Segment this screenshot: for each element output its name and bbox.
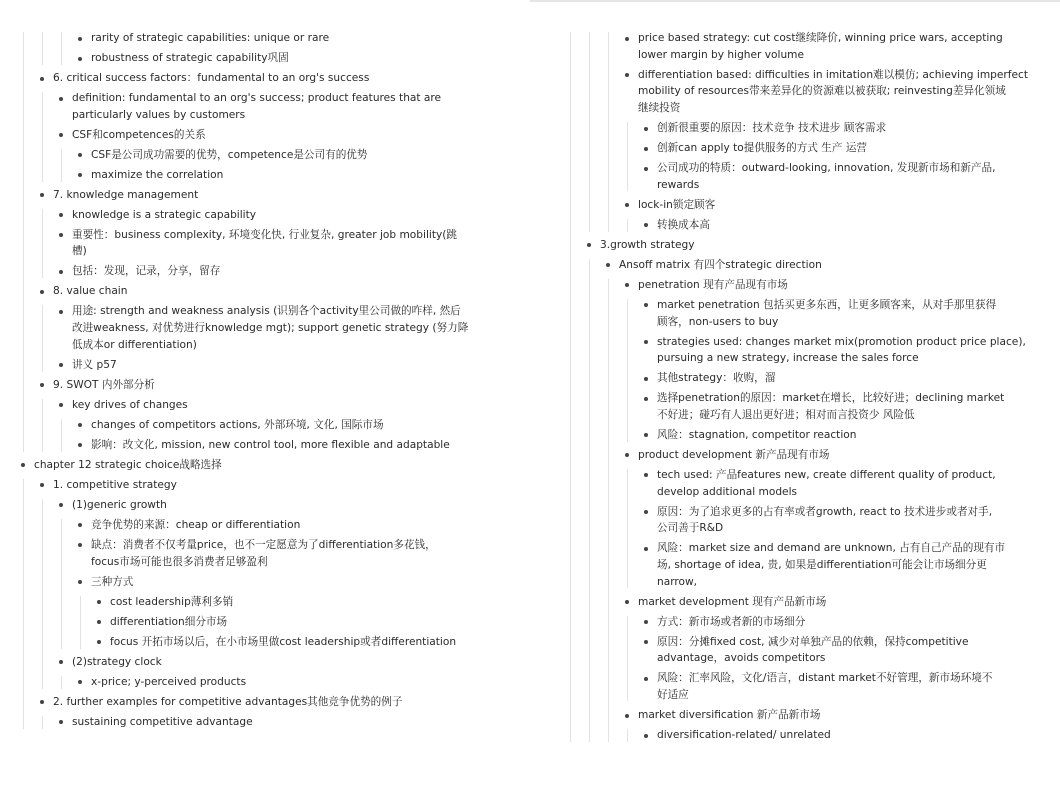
bullet-icon	[644, 620, 648, 624]
list-item-text: 创新can apply to提供服务的方式 生产 运营	[657, 142, 868, 155]
list-item	[14, 70, 534, 87]
list-item	[561, 30, 1041, 63]
list-item-text: 原因：为了追求更多的占有率或者growth, react to 技术进步或者对手, 公司善于R&D	[657, 505, 993, 535]
list-item-text: 原因：分摊fixed cost, 减少对单独产品的依赖，保持competitive advantage，avoids competitors	[657, 635, 969, 665]
list-item-text: diversification-related/ unrelated	[657, 729, 831, 742]
list-item-text: penetration 现有产品现有市场	[638, 278, 788, 291]
bullet-icon	[644, 340, 648, 344]
list-item-text: cost leadership薄利多销	[110, 595, 234, 608]
indent-guide	[589, 259, 590, 742]
list-item	[14, 127, 534, 144]
bullet-icon	[644, 377, 648, 381]
list-item	[561, 120, 1041, 137]
list-item	[561, 67, 1041, 117]
bullet-icon	[59, 270, 63, 274]
list-item	[561, 707, 1041, 724]
list-item	[14, 634, 534, 651]
top-border	[530, 0, 1060, 2]
notes-column-right	[561, 30, 1041, 747]
bullet-icon	[587, 243, 591, 247]
list-item	[14, 594, 534, 611]
list-item	[561, 370, 1041, 387]
list-item-text: rarity of strategic capabilities: unique or rare	[91, 32, 330, 44]
bullet-icon	[644, 734, 648, 738]
list-item-text: maximize the correlation	[91, 168, 224, 181]
bullet-icon	[59, 97, 63, 101]
bullet-icon	[625, 714, 629, 718]
list-item	[14, 397, 534, 414]
list-item	[14, 694, 534, 711]
indent-guide	[42, 399, 43, 452]
list-item-text: 9. SWOT 内外部分析	[53, 378, 155, 391]
list-item-text: 方式：新市场或者新的市场细分	[657, 615, 806, 628]
list-item	[14, 50, 534, 67]
list-item-text: 3.growth strategy	[600, 238, 695, 251]
list-item-text: 创新很重要的原因：技术竞争 技术进步 顾客需求	[657, 122, 887, 135]
list-item-text: knowledge is a strategic capability	[72, 208, 257, 221]
bullet-icon	[78, 443, 82, 447]
bullet-icon	[644, 127, 648, 131]
list-item	[14, 263, 534, 280]
bullet-icon	[644, 223, 648, 227]
indent-guide	[42, 209, 43, 278]
list-item-text: differentiation细分市场	[110, 615, 228, 628]
bullet-icon	[78, 153, 82, 157]
indent-guide	[42, 92, 43, 182]
bullet-icon	[97, 620, 101, 624]
list-item-text: CSF和competences的关系	[72, 128, 206, 141]
indent-guide	[61, 149, 62, 182]
bullet-icon	[78, 543, 82, 547]
bullet-icon	[78, 680, 82, 684]
list-item-text: 转换成本高	[657, 218, 710, 231]
list-item	[561, 427, 1041, 444]
list-item	[561, 504, 1041, 537]
bullet-icon	[59, 403, 63, 407]
indent-guide	[608, 279, 609, 742]
list-item	[14, 207, 534, 224]
list-item-text: 7. knowledge management	[53, 188, 199, 201]
list-item-text: price based strategy: cut cost继续降价, winning price wars, accepting lower margin by higher volume	[638, 32, 1003, 61]
bullet-icon	[644, 303, 648, 307]
list-item-text: 影响：改文化, mission, new control tool, more flexible and adaptable	[91, 438, 450, 451]
bullet-icon	[78, 523, 82, 527]
notes-column-left	[14, 30, 534, 734]
list-item	[561, 390, 1041, 423]
list-item-text: 1. competitive strategy	[53, 478, 177, 491]
list-item	[561, 334, 1041, 367]
bullet-icon	[59, 363, 63, 367]
bullet-icon	[644, 510, 648, 514]
list-item	[14, 497, 534, 514]
bullet-icon	[59, 660, 63, 664]
bullet-icon	[644, 547, 648, 551]
list-item	[561, 217, 1041, 234]
list-item	[561, 540, 1041, 590]
indent-guide	[608, 32, 609, 232]
list-item	[14, 654, 534, 671]
list-item	[561, 634, 1041, 667]
bullet-icon	[644, 167, 648, 171]
list-item	[14, 90, 534, 123]
list-item-text: product development 新产品现有市场	[638, 448, 830, 461]
bullet-icon	[625, 453, 629, 457]
indent-guide	[61, 519, 62, 649]
list-item-text: definition: fundamental to an org's success; product features that are particularly values by customers	[72, 92, 442, 121]
bullet-icon	[625, 37, 629, 41]
list-item	[14, 517, 534, 534]
indent-guide	[61, 32, 62, 65]
list-item-text: x-price; y-perceived products	[91, 675, 247, 688]
bullet-icon	[644, 473, 648, 477]
list-item	[14, 477, 534, 494]
list-item	[14, 614, 534, 631]
list-item-text: focus 开拓市场以后，在小市场里做cost leadership或者differentiation	[110, 635, 457, 648]
bullet-icon	[59, 503, 63, 507]
bullet-icon	[78, 57, 82, 61]
indent-guide	[23, 479, 24, 729]
bullet-icon	[40, 193, 44, 197]
list-item	[14, 227, 534, 260]
list-item-text: (1)generic growth	[72, 498, 167, 511]
list-item	[14, 357, 534, 374]
list-item	[561, 160, 1041, 193]
list-item	[561, 614, 1041, 631]
bullet-icon	[40, 383, 44, 387]
list-item	[14, 437, 534, 454]
list-item-text: Ansoff matrix 有四个strategic direction	[619, 258, 822, 271]
bullet-icon	[625, 283, 629, 287]
bullet-icon	[59, 213, 63, 217]
bullet-icon	[59, 233, 63, 237]
bullet-icon	[78, 173, 82, 177]
indent-guide	[589, 32, 590, 232]
list-item	[561, 727, 1041, 744]
indent-guide	[627, 299, 628, 442]
list-item-text: 用途: strength and weakness analysis (识别各个activity里公司做的咋样, 然后 改进weakness, 对优势进行knowledge mgt); support genetic strategy (努力降 低成本or differentiation)	[72, 305, 469, 351]
list-item	[14, 457, 534, 474]
indent-guide	[42, 32, 43, 65]
indent-guide	[42, 499, 43, 689]
bullet-icon	[606, 263, 610, 267]
list-item-text: 风险：汇率风险，文化/语言，distant market不好管理，新市场环境不 好适应	[657, 672, 993, 702]
list-item	[14, 303, 534, 353]
list-item	[561, 277, 1041, 294]
list-item	[14, 147, 534, 164]
list-item	[561, 140, 1041, 157]
list-item-text: sustaining competitive advantage	[72, 715, 253, 728]
bullet-icon	[644, 147, 648, 151]
bullet-icon	[644, 640, 648, 644]
list-item	[561, 594, 1041, 611]
bullet-icon	[59, 133, 63, 137]
list-item	[14, 187, 534, 204]
list-item	[14, 714, 534, 731]
list-item-text: 包括：发现，记录，分享，留存	[72, 265, 221, 278]
list-item	[561, 197, 1041, 214]
bullet-icon	[625, 600, 629, 604]
bullet-icon	[644, 433, 648, 437]
bullet-icon	[40, 483, 44, 487]
list-item	[561, 447, 1041, 464]
list-item-text: tech used: 产品features new, create different quality of product, develop additional models	[657, 468, 996, 498]
indent-guide	[42, 716, 43, 729]
list-item	[14, 167, 534, 184]
list-item-text: 风险：market size and demand are unknown, 占有自己产品的现有市 场, shortage of idea, 贵, 如果是differentiation可能会让市场细分更 narrow,	[657, 542, 1006, 588]
list-item	[14, 674, 534, 691]
list-item-text: 其他strategy：收购，溜	[657, 372, 776, 385]
list-item	[561, 467, 1041, 500]
indent-guide	[570, 32, 571, 742]
list-item-text: changes of competitors actions, 外部环境, 文化, 国际市场	[91, 418, 384, 431]
list-item	[14, 283, 534, 300]
list-item-text: 8. value chain	[53, 285, 128, 298]
list-item-text: chapter 12 strategic choice战略选择	[34, 458, 222, 471]
bullet-icon	[21, 463, 25, 467]
list-item-text: 讲义 p57	[72, 358, 117, 371]
indent-guide	[627, 219, 628, 232]
list-item-text: 公司成功的特质：outward-looking, innovation, 发现新市场和新产品, rewards	[657, 162, 996, 191]
list-item-text: strategies used: changes market mix(promotion product price place), pursuing a new strategy, increase the sales force	[657, 335, 1026, 365]
list-item-text: market penetration 包括买更多东西，让更多顾客来，从对手那里获得 顾客，non-users to buy	[657, 298, 997, 328]
list-item	[14, 377, 534, 394]
indent-guide	[61, 419, 62, 452]
list-item-text: lock-in锁定顾客	[638, 198, 716, 211]
list-item-text: CSF是公司成功需要的优势，competence是公司有的优势	[91, 148, 368, 161]
indent-guide	[42, 305, 43, 372]
indent-guide	[23, 32, 24, 452]
bullet-icon	[78, 580, 82, 584]
list-item-text: 风险：stagnation, competitor reaction	[657, 428, 857, 441]
list-item-text: key drives of changes	[72, 398, 188, 411]
list-item-text: 6. critical success factors：fundamental to an org's success	[53, 72, 370, 84]
indent-guide	[627, 122, 628, 191]
list-item-text: (2)strategy clock	[72, 655, 162, 668]
list-item-text: 缺点：消费者不仅考量price，也不一定愿意为了differentiation多花钱， focus市场可能也很多消费者足够盈利	[91, 538, 436, 568]
list-item-text: 选择penetration的原因：market在增长，比较好进；declining market 不好进；碰巧有人退出更好进；相对而言投资少 风险低	[657, 392, 1005, 421]
bullet-icon	[78, 423, 82, 427]
list-item	[561, 257, 1041, 274]
list-item	[14, 537, 534, 570]
list-item-text: 竞争优势的来源：cheap or differentiation	[91, 518, 301, 531]
indent-guide	[627, 469, 628, 588]
list-item-text: 三种方式	[91, 575, 134, 588]
list-item-text: differentiation based: difficulties in imitation难以模仿; achieving imperfect mobility of resources带来差异化的资源难以被获取; reinvesting差异化领域 继续投资	[638, 68, 1028, 115]
list-item	[14, 30, 534, 47]
bullet-icon	[40, 77, 44, 81]
bullet-icon	[40, 700, 44, 704]
indent-guide	[627, 616, 628, 701]
bullet-icon	[59, 720, 63, 724]
bullet-icon	[97, 640, 101, 644]
indent-guide	[61, 676, 62, 689]
indent-guide	[80, 596, 81, 649]
list-item-text: 重要性：business complexity, 环境变化快, 行业复杂, greater job mobility(跳 槽)	[72, 228, 457, 258]
indent-guide	[627, 729, 628, 742]
bullet-icon	[59, 310, 63, 314]
bullet-icon	[78, 37, 82, 41]
list-item	[14, 574, 534, 591]
list-item-text: 2. further examples for competitive advantages其他竞争优势的例子	[53, 695, 403, 708]
list-item-text: market development 现有产品新市场	[638, 595, 827, 608]
list-item	[14, 417, 534, 434]
list-item-text: robustness of strategic capability巩固	[91, 52, 289, 64]
list-item	[561, 237, 1041, 254]
bullet-icon	[625, 203, 629, 207]
bullet-icon	[644, 397, 648, 401]
bullet-icon	[40, 290, 44, 294]
bullet-icon	[644, 677, 648, 681]
list-item-text: market diversification 新产品新市场	[638, 709, 821, 722]
list-item	[561, 297, 1041, 330]
list-item	[561, 670, 1041, 703]
bullet-icon	[97, 600, 101, 604]
bullet-icon	[625, 73, 629, 77]
